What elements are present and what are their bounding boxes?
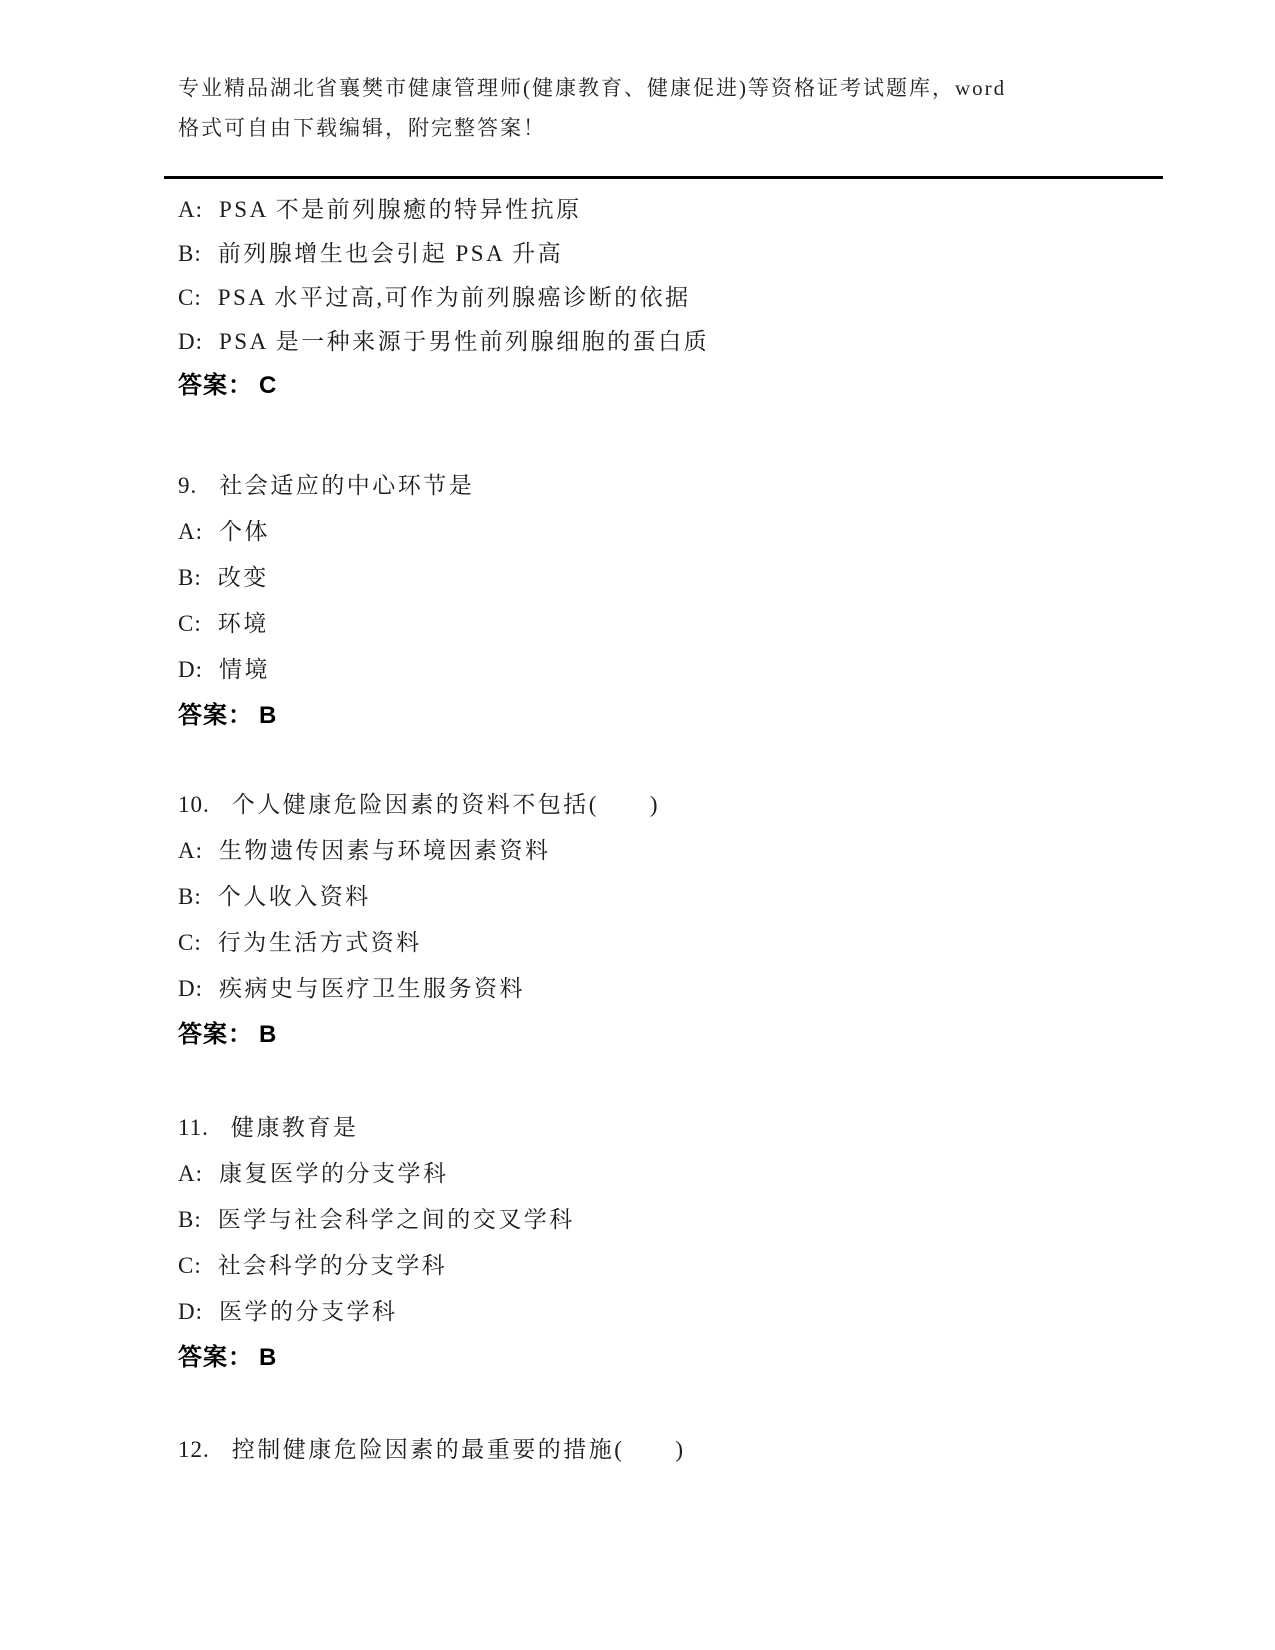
question-block-11 [178, 1105, 1155, 1381]
option-row-d [178, 1289, 1155, 1335]
answer-row [178, 1335, 1155, 1381]
option-label: A: [178, 1161, 203, 1186]
option-row-c [178, 601, 1155, 647]
option-text: 改变 [217, 565, 269, 590]
option-row-b [178, 874, 1155, 920]
option-text: 医学的分支学科 [219, 1299, 398, 1324]
option-text: 前列腺增生也会引起 PSA 升高 [217, 241, 564, 266]
option-row-a [178, 188, 1155, 232]
option-text: 康复医学的分支学科 [219, 1161, 449, 1186]
question-block-10 [178, 782, 1155, 1058]
option-text: PSA 是一种来源于男性前列腺细胞的蛋白质 [219, 329, 710, 354]
question-number: 12. [178, 1437, 210, 1462]
answer-label: 答案： [178, 1344, 253, 1371]
option-row-a [178, 828, 1155, 874]
option-row-b [178, 232, 1155, 276]
option-text: 情境 [219, 657, 270, 682]
question-title [178, 463, 1155, 509]
option-row-d [178, 966, 1155, 1012]
option-text: 生物遗传因素与环境因素资料 [219, 838, 551, 863]
option-row-c [178, 1243, 1155, 1289]
option-text: PSA 不是前列腺癒的特异性抗原 [219, 197, 582, 222]
option-label: C: [178, 930, 202, 955]
option-label: D: [178, 657, 203, 682]
option-label: D: [178, 329, 203, 354]
question-text: 个人健康危险因素的资料不包括( ) [231, 792, 661, 817]
option-row-c [178, 276, 1155, 320]
answer-value: B [259, 1021, 278, 1048]
option-row-d [178, 647, 1155, 693]
option-text: 个人收入资料 [217, 884, 371, 909]
answer-label: 答案： [178, 372, 253, 399]
answer-label: 答案： [178, 702, 253, 729]
option-text: PSA 水平过高,可作为前列腺癌诊断的依据 [217, 285, 691, 310]
header-text-line1: 专业精品湖北省襄樊市健康管理师(健康教育、健康促进)等资格证考试题库，word [178, 76, 1007, 100]
option-text: 环境 [217, 611, 269, 636]
option-row-b [178, 1197, 1155, 1243]
option-label: A: [178, 838, 203, 863]
answer-label: 答案： [178, 1021, 253, 1048]
question-number: 9. [178, 473, 198, 498]
question-title [178, 782, 1155, 828]
option-text: 医学与社会科学之间的交叉学科 [217, 1207, 575, 1232]
option-label: B: [178, 565, 202, 590]
option-label: B: [178, 1207, 202, 1232]
option-label: C: [178, 1253, 202, 1278]
answer-row [178, 1012, 1155, 1058]
option-text: 疾病史与医疗卫生服务资料 [219, 976, 525, 1001]
option-text: 社会科学的分支学科 [217, 1253, 448, 1278]
header-text-line2: 格式可自由下载编辑，附完整答案！ [178, 116, 546, 140]
question-number: 11. [178, 1115, 209, 1140]
answer-value: B [259, 1344, 278, 1371]
question-text: 社会适应的中心环节是 [219, 473, 475, 498]
question-text: 控制健康危险因素的最重要的措施( ) [231, 1437, 686, 1462]
header-divider [164, 176, 1163, 179]
option-label: C: [178, 285, 202, 310]
answer-value: B [259, 702, 278, 729]
option-label: B: [178, 241, 202, 266]
option-label: B: [178, 884, 202, 909]
question-block-9 [178, 463, 1155, 739]
question-block-partial [178, 188, 1155, 408]
option-row-c [178, 920, 1155, 966]
page-header [178, 68, 1078, 148]
question-number: 10. [178, 792, 210, 817]
question-title [178, 1427, 1155, 1473]
option-label: C: [178, 611, 202, 636]
question-text: 健康教育是 [230, 1115, 359, 1140]
question-title [178, 1105, 1155, 1151]
option-label: A: [178, 519, 203, 544]
question-block-12 [178, 1427, 1155, 1473]
option-row-a [178, 509, 1155, 555]
option-row-a [178, 1151, 1155, 1197]
answer-row [178, 693, 1155, 739]
option-label: D: [178, 1299, 203, 1324]
answer-row [178, 364, 1155, 408]
option-label: A: [178, 197, 203, 222]
answer-value: C [259, 372, 278, 399]
option-text: 个体 [219, 519, 270, 544]
option-row-b [178, 555, 1155, 601]
option-text: 行为生活方式资料 [217, 930, 422, 955]
option-label: D: [178, 976, 203, 1001]
option-row-d [178, 320, 1155, 364]
